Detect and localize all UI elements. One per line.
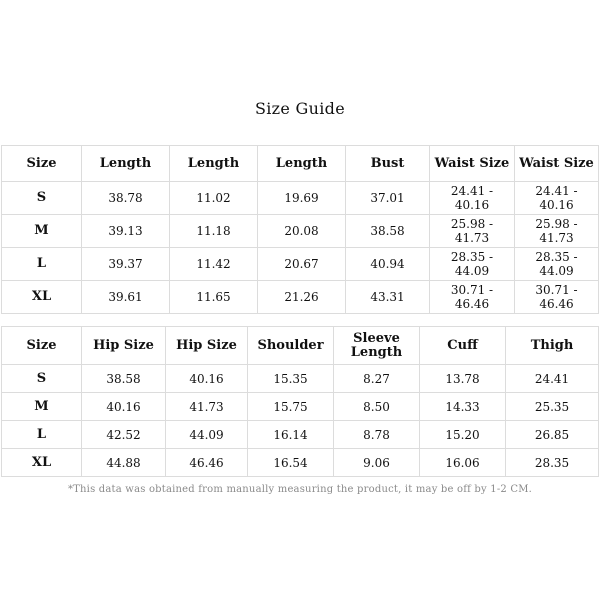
size-label-cell: XL <box>2 281 82 314</box>
header-cell: Length <box>258 146 346 182</box>
size-label-cell: L <box>2 248 82 281</box>
table-cell: 46.46 <box>166 449 248 477</box>
table-cell: 9.06 <box>334 449 420 477</box>
table-cell: 15.35 <box>248 365 334 393</box>
table-cell: 24.41 - 40.16 <box>515 182 599 215</box>
table-cell: 28.35 - 44.09 <box>430 248 515 281</box>
table-cell: 37.01 <box>346 182 430 215</box>
table-cell: 13.78 <box>420 365 506 393</box>
measurement-note: *This data was obtained from manually measuring the product, it may be off by 1-2 CM. <box>67 484 533 495</box>
size-label-cell: M <box>2 393 82 421</box>
header-cell: Cuff <box>420 327 506 365</box>
header-cell: Thigh <box>506 327 599 365</box>
table-cell: 38.58 <box>346 215 430 248</box>
table-cell: 8.27 <box>334 365 420 393</box>
table-cell: 25.98 - 41.73 <box>515 215 599 248</box>
table-cell: 11.65 <box>170 281 258 314</box>
table-cell: 21.26 <box>258 281 346 314</box>
header-cell: Sleeve Length <box>334 327 420 365</box>
table-cell: 38.58 <box>82 365 166 393</box>
table-cell: 20.67 <box>258 248 346 281</box>
size-label-cell: S <box>2 365 82 393</box>
table-cell: 41.73 <box>166 393 248 421</box>
table-row <box>2 281 599 314</box>
table-cell: 30.71 - 46.46 <box>515 281 599 314</box>
size-label-cell: S <box>2 182 82 215</box>
size-table-2 <box>1 326 599 477</box>
table-cell: 40.16 <box>166 365 248 393</box>
table-cell: 16.54 <box>248 449 334 477</box>
table-cell: 14.33 <box>420 393 506 421</box>
table-cell: 24.41 - 40.16 <box>430 182 515 215</box>
header-cell: Size <box>2 146 82 182</box>
table-cell: 39.37 <box>82 248 170 281</box>
header-cell: Size <box>2 327 82 365</box>
table-cell: 11.02 <box>170 182 258 215</box>
table-cell: 39.61 <box>82 281 170 314</box>
header-cell: Shoulder <box>248 327 334 365</box>
table-cell: 16.06 <box>420 449 506 477</box>
table-cell: 44.88 <box>82 449 166 477</box>
header-cell: Length <box>82 146 170 182</box>
header-row <box>2 327 599 365</box>
table-cell: 44.09 <box>166 421 248 449</box>
table-cell: 8.78 <box>334 421 420 449</box>
table-cell: 25.35 <box>506 393 599 421</box>
table-cell: 15.75 <box>248 393 334 421</box>
table-cell: 16.14 <box>248 421 334 449</box>
header-cell: Waist Size <box>515 146 599 182</box>
table-cell: 11.18 <box>170 215 258 248</box>
size-label-cell: M <box>2 215 82 248</box>
table-cell: 19.69 <box>258 182 346 215</box>
size-table-1-body <box>2 146 599 314</box>
table-cell: 40.16 <box>82 393 166 421</box>
table-cell: 40.94 <box>346 248 430 281</box>
table-cell: 43.31 <box>346 281 430 314</box>
table-cell: 11.42 <box>170 248 258 281</box>
table-row <box>2 365 599 393</box>
table-row <box>2 393 599 421</box>
header-row <box>2 146 599 182</box>
table-cell: 30.71 - 46.46 <box>430 281 515 314</box>
header-cell: Hip Size <box>166 327 248 365</box>
header-cell: Bust <box>346 146 430 182</box>
table-cell: 25.98 - 41.73 <box>430 215 515 248</box>
table-cell: 26.85 <box>506 421 599 449</box>
table-cell: 28.35 - 44.09 <box>515 248 599 281</box>
table-row <box>2 248 599 281</box>
table-row <box>2 421 599 449</box>
table-cell: 24.41 <box>506 365 599 393</box>
header-cell: Length <box>170 146 258 182</box>
table-cell: 39.13 <box>82 215 170 248</box>
table-row <box>2 449 599 477</box>
header-cell: Hip Size <box>82 327 166 365</box>
header-cell: Waist Size <box>430 146 515 182</box>
size-label-cell: XL <box>2 449 82 477</box>
size-table-1 <box>1 145 599 314</box>
size-label-cell: L <box>2 421 82 449</box>
table-row <box>2 182 599 215</box>
size-table-2-body <box>2 327 599 477</box>
table-row <box>2 215 599 248</box>
table-cell: 20.08 <box>258 215 346 248</box>
page-title: Size Guide <box>255 99 345 118</box>
table-cell: 28.35 <box>506 449 599 477</box>
table-cell: 8.50 <box>334 393 420 421</box>
table-cell: 42.52 <box>82 421 166 449</box>
table-cell: 38.78 <box>82 182 170 215</box>
table-cell: 15.20 <box>420 421 506 449</box>
